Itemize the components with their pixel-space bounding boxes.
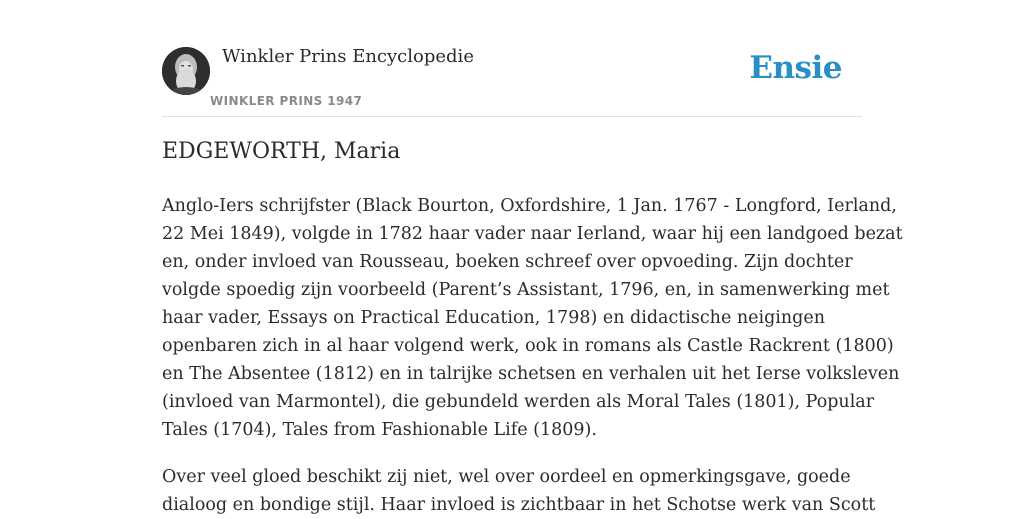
- paragraph-line: Over veel gloed beschikt zij niet, wel over oordeel en opmerkingsgave, goede: [162, 467, 851, 487]
- article-paragraph-2: [162, 463, 876, 519]
- paragraph-line: haar vader, Essays on Practical Education, 1798) en didactische neigingen: [162, 308, 826, 328]
- paragraph-line: dialoog en bondige stijl. Haar invloed is zichtbaar in het Schotse werk van Scott: [162, 495, 876, 515]
- source-header: [162, 0, 862, 117]
- paragraph-line: Anglo-Iers schrijfster (Black Bourton, Oxfordshire, 1 Jan. 1767 - Longford, Ierland,: [162, 196, 897, 216]
- paragraph-line: en, onder invloed van Rousseau, boeken schreef over opvoeding. Zijn dochter: [162, 252, 853, 272]
- paragraph-line: volgde spoedig zijn voorbeeld (Parent’s Assistant, 1796, en, in samenwerking met: [162, 280, 890, 300]
- portrait-icon: [162, 47, 210, 95]
- paragraph-line: 22 Mei 1849), volgde in 1782 haar vader naar Ierland, waar hij een landgoed bezat: [162, 224, 903, 244]
- paragraph-line: openbaren zich in al haar volgend werk, ook in romans als Castle Rackrent (1800): [162, 336, 894, 356]
- source-avatar[interactable]: [162, 47, 210, 95]
- paragraph-line: (invloed van Marmontel), die gebundeld werden als Moral Tales (1801), Popular: [162, 392, 875, 412]
- source-title[interactable]: Winkler Prins Encyclopedie: [222, 46, 474, 67]
- source-subtitle: WINKLER PRINS 1947: [210, 94, 363, 108]
- paragraph-line: Tales (1704), Tales from Fashionable Life (1809).: [162, 420, 597, 440]
- paragraph-line: en The Absentee (1812) en in talrijke schetsen en verhalen uit het Ierse volksleven: [162, 364, 900, 384]
- brand-logo[interactable]: Ensie: [749, 50, 842, 86]
- article-paragraph-1: [162, 192, 903, 444]
- article-title: EDGEWORTH, Maria: [162, 139, 401, 164]
- page: [162, 0, 903, 515]
